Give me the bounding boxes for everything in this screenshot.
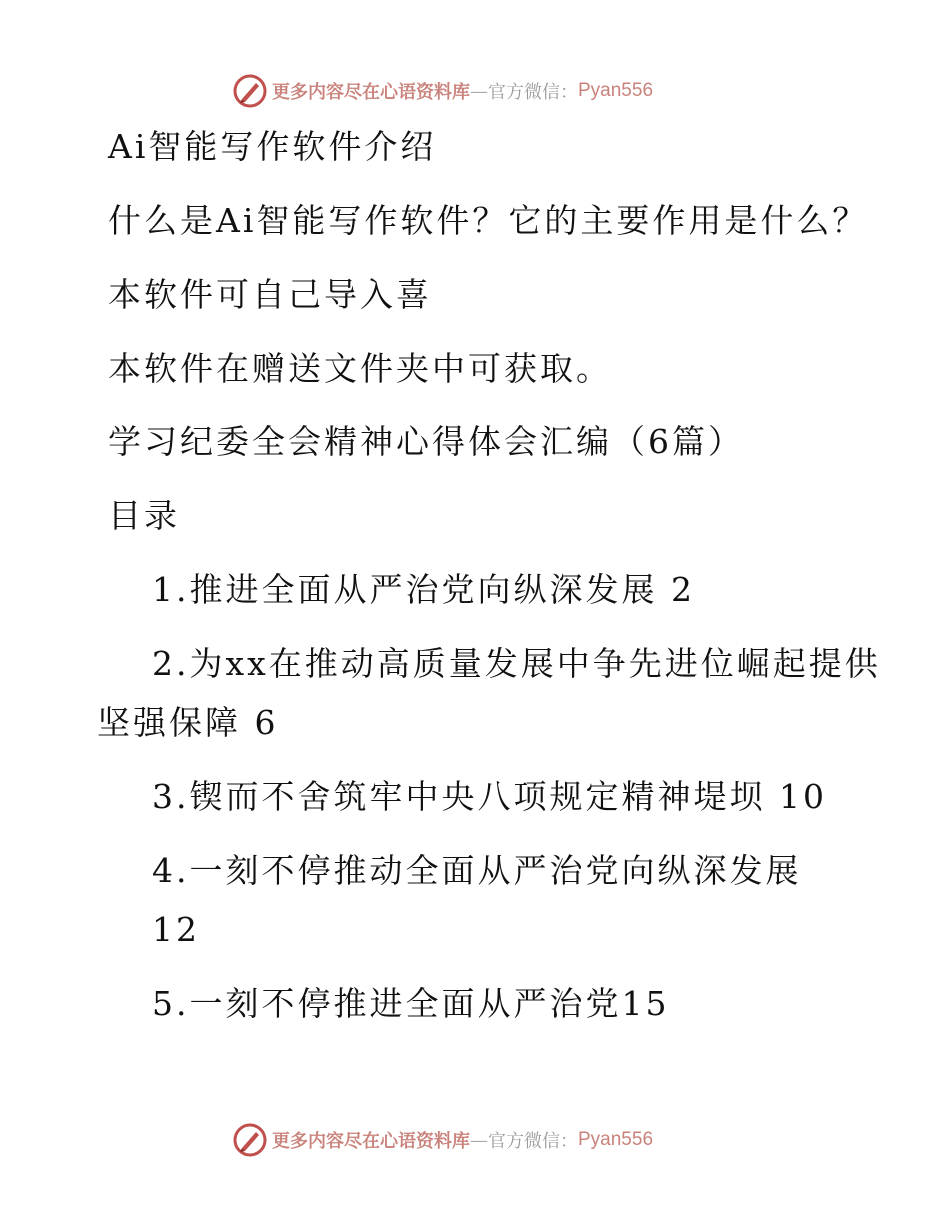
toc-item-4-page: 12 (152, 910, 200, 949)
toc-item-3: 3.锲而不舍筑牢中央八项规定精神堤坝 10 (152, 777, 827, 816)
intro-get-text: 本软件在赠送文件夹中可获取。 (108, 349, 612, 388)
toc-item-4: 4.一刻不停推动全面从严治党向纵深发展 (152, 851, 802, 890)
intro-title: Ai智能写作软件介绍 (108, 127, 437, 166)
document-title: 学习纪委全会精神心得体会汇编（6篇） (108, 422, 744, 461)
banner-wechat-label: 官方微信： (488, 1131, 578, 1152)
toc-item-2: 2.为xx在推动高质量发展中争先进位崛起提供 (152, 644, 881, 683)
header-watermark-banner (232, 72, 653, 110)
toc-item-1: 1.推进全面从严治党向纵深发展 2 (152, 570, 695, 609)
banner-wechat-id: Pyan556 (578, 80, 654, 101)
intro-question: 什么是Ai智能写作软件？它的主要作用是什么？ (108, 201, 869, 240)
banner-wechat-id: Pyan556 (578, 1129, 654, 1150)
pen-logo-icon (232, 1122, 268, 1158)
banner-main-text: 更多内容尽在心语资料库 (272, 82, 470, 103)
toc-heading: 目录 (108, 496, 180, 535)
banner-wechat-label: 官方微信： (488, 82, 578, 103)
banner-main-text: 更多内容尽在心语资料库 (272, 1131, 470, 1152)
footer-watermark-banner (232, 1121, 653, 1159)
banner-dash: — (470, 1129, 488, 1151)
toc-item-5: 5.一刻不停推进全面从严治党15 (152, 984, 670, 1023)
pen-logo-icon (232, 73, 268, 109)
banner-dash: — (470, 80, 488, 102)
intro-import-text: 本软件可自己导入喜 (108, 275, 432, 314)
toc-item-2-continued: 坚强保障 6 (97, 703, 279, 742)
